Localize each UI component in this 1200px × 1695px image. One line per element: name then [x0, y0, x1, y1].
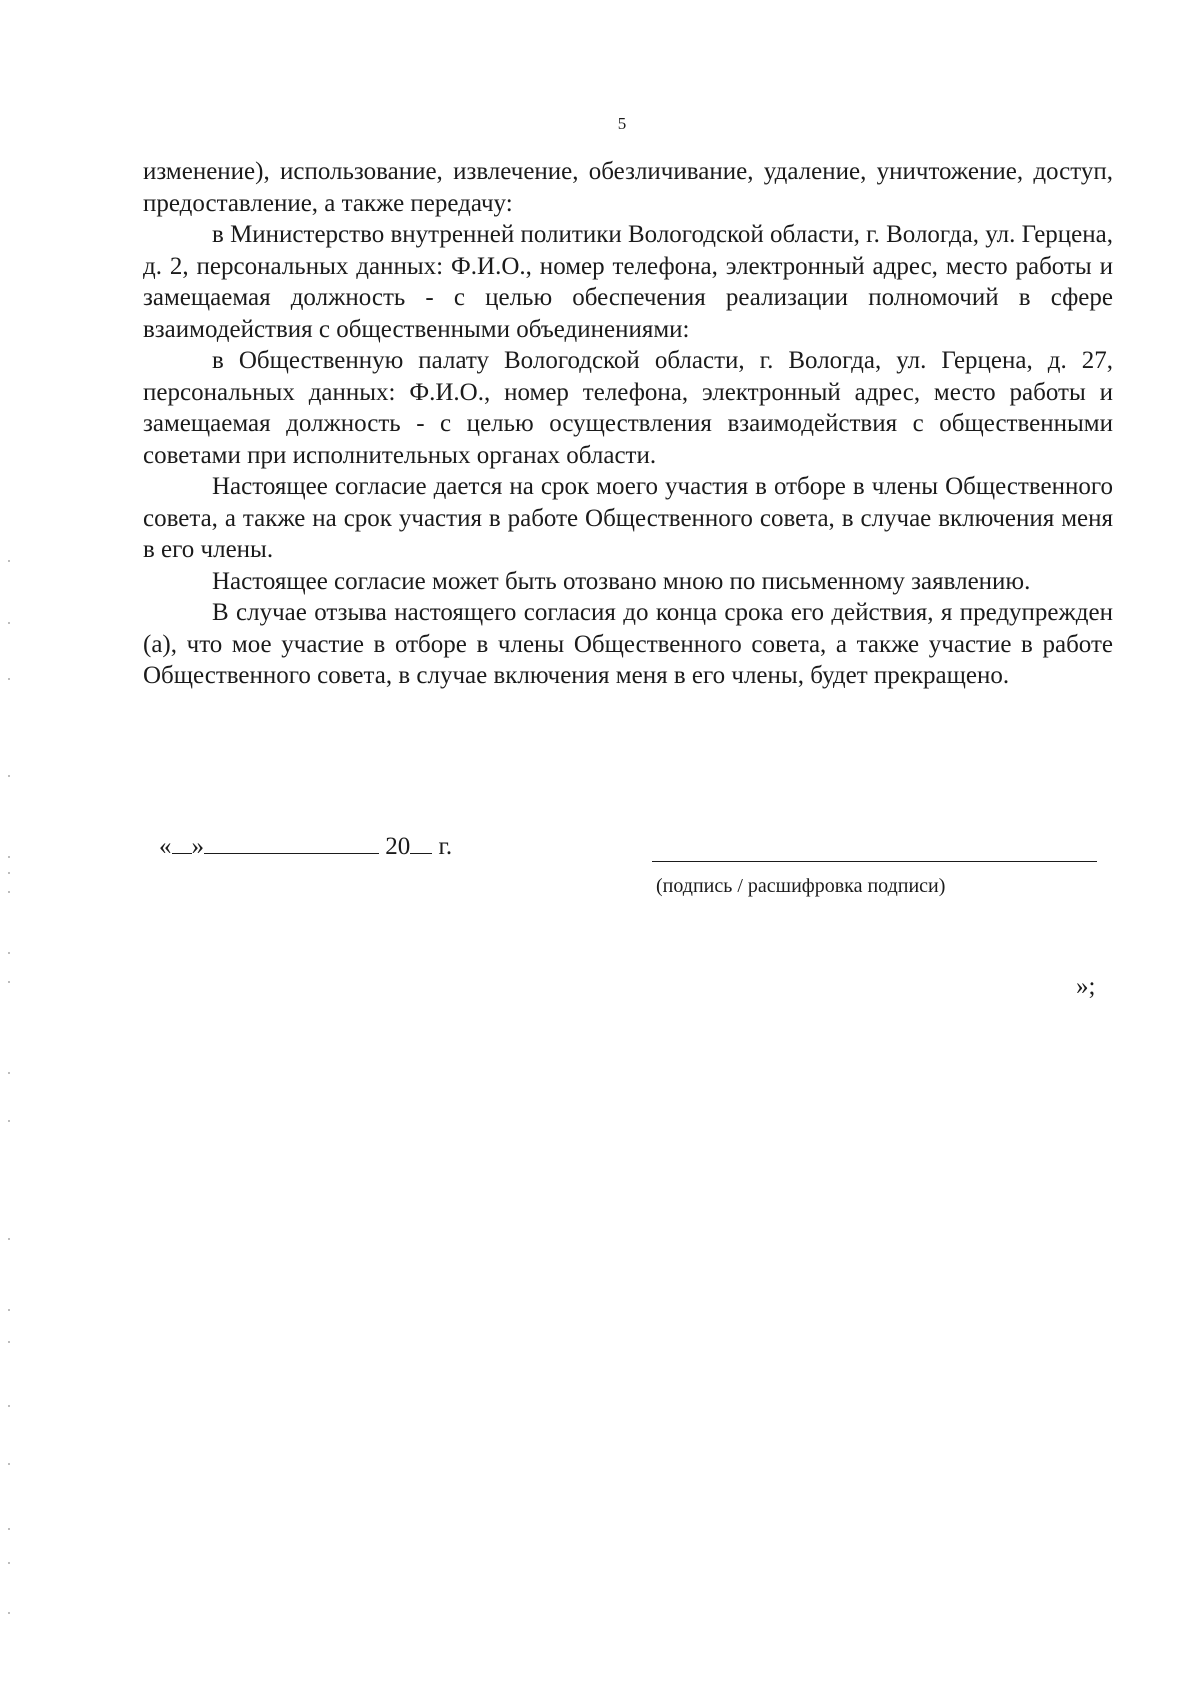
- page-number: 5: [617, 114, 627, 133]
- paragraph-ministry-transfer: в Министерство внутренней политики Вологодской области, г. Вологда, ул. Герцена, д. 2, персональных данных: Ф.И.О., номер телефона, электронный адрес, место работы и замещаемая должность - с целью обеспечения реализации полномочий в сфере взаимодействия с общественными объединениями:: [143, 221, 1113, 343]
- year-suffix: г.: [432, 833, 453, 860]
- signature-line[interactable]: [652, 861, 1097, 862]
- document-body: [143, 156, 1113, 692]
- paragraph-consent-actions: изменение), использование, извлечение, обезличивание, удаление, уничтожение, доступ, предоставление, а также передачу:: [143, 158, 1113, 217]
- date-line: [159, 829, 452, 861]
- month-blank[interactable]: [204, 829, 379, 854]
- signature-caption: (подпись / расшифровка подписи): [656, 875, 946, 897]
- paragraph-chamber-transfer: в Общественную палату Вологодской области, г. Вологда, ул. Герцена, д. 27, персональных данных: Ф.И.О., номер телефона, электронный адрес, место работы и замещаемая должность - с целью осуществления взаимодействия с общественными советами при исполнительных органах области.: [143, 347, 1113, 469]
- year-blank[interactable]: [410, 829, 432, 854]
- date-open-quote: «: [159, 833, 172, 860]
- scan-margin-noise: [8, 560, 10, 1660]
- paragraph-consent-revocation: Настоящее согласие может быть отозвано мною по письменному заявлению.: [212, 567, 1031, 595]
- paragraph-consent-term: Настоящее согласие дается на срок моего участия в отборе в члены Общественного совета, а также на срок участия в работе Общественного совета, в случае включения меня в его члены.: [143, 473, 1113, 563]
- closing-mark: »;: [1076, 973, 1096, 1000]
- date-close-quote: »: [191, 833, 204, 860]
- paragraph-revocation-consequence: В случае отзыва настоящего согласия до конца срока его действия, я предупрежден (а), что мое участие в отборе в члены Общественного совета, а также участие в работе Общественного совета, в случае включения меня в его члены, будет прекращено.: [143, 599, 1113, 689]
- day-blank[interactable]: [172, 829, 192, 854]
- year-prefix: 20: [385, 833, 411, 860]
